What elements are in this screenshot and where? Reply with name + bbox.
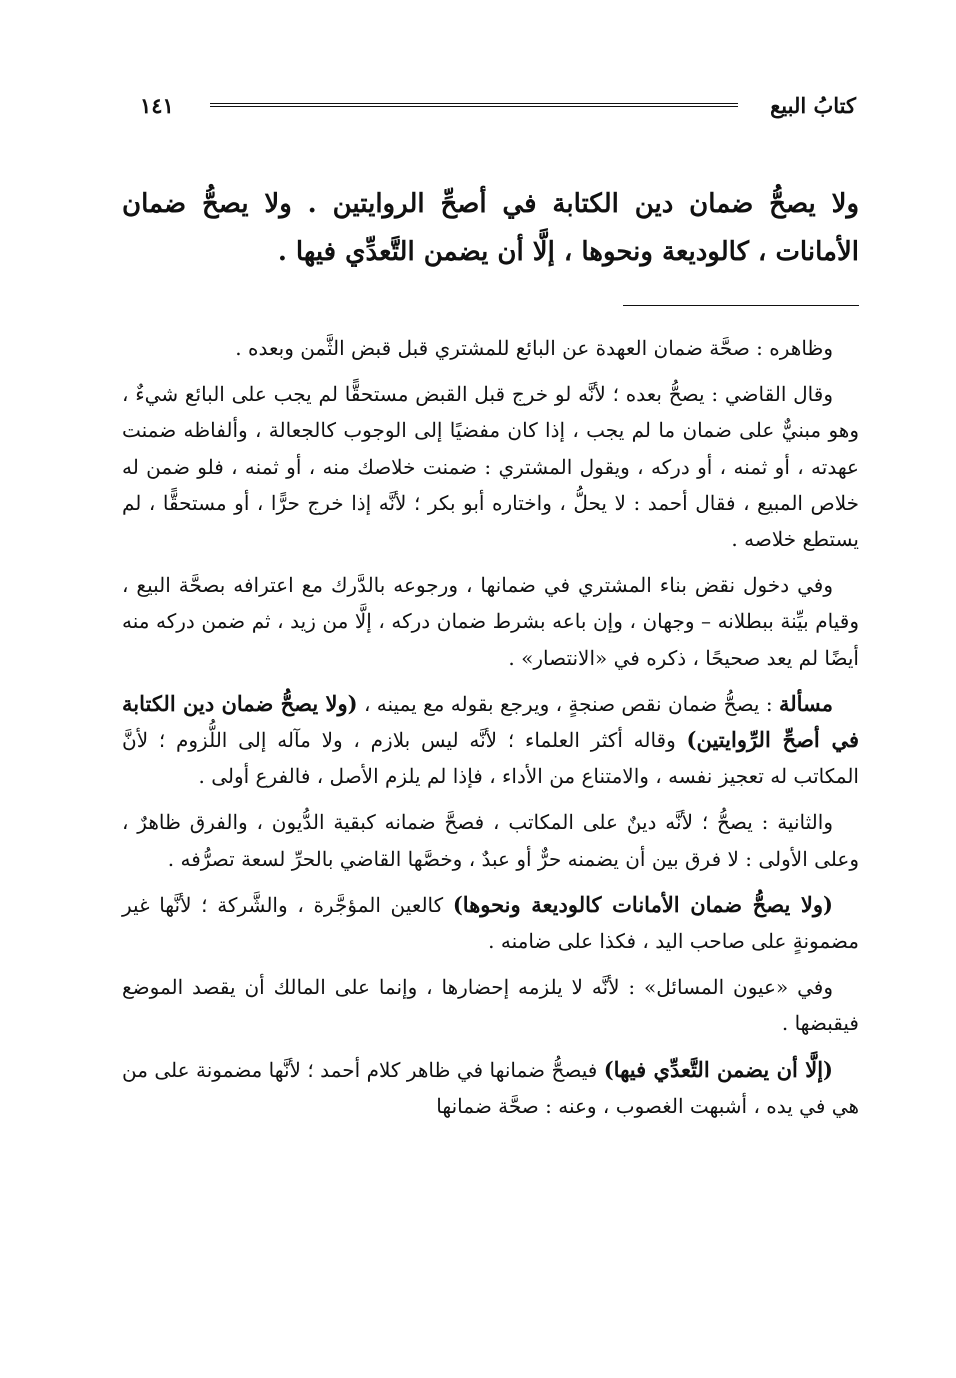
commentary-paragraph [122, 567, 859, 676]
running-header [140, 88, 856, 122]
commentary-paragraph [122, 804, 859, 876]
paragraph-text: وفي «عيون المسائل» : لأنَّه لا يلزمه إحضارها ، وإنما على المالك أن يقصد الموضع فيقبضها . [122, 975, 859, 1036]
issue-heading: مسألة [778, 690, 833, 716]
commentary-paragraph [122, 330, 859, 366]
paragraph-text: وقاله أكثر العلماء ؛ لأنَّه ليس بلازم ، ولا مآله إلى اللُّزوم ؛ لأنَّ المكاتب له تعجيز نفسه ، والامتناع من الأداء ، فإذا لم يلزم الأصل ، فالفرع أولى . [122, 728, 859, 789]
commentary [122, 330, 859, 1134]
commentary-paragraph [122, 969, 859, 1041]
page-number: ١٤١ [140, 92, 174, 118]
header-rule [210, 103, 738, 107]
quoted-matn: (ولا يصحُّ ضمان دين الكتابة في أصحِّ الرِّوايتين) [122, 690, 859, 753]
paragraph-text: : يصحُّ ضمان نقص صنجةٍ ، ويرجع بقوله مع يمينه ، [357, 691, 779, 716]
commentary-paragraph [122, 887, 859, 959]
paragraph-text: والثانية : يصحُّ ؛ لأنَّه دينٌ على المكاتب ، فصحَّ ضمانه كبقية الدُّيون ، والفرق ظاهرٌ ، وعلى الأولى : لا فرق بين أن يضمنه حرٌّ أو عبدٌ ، وخصَّها القاضي بالحرِّ لسعة تصرُّفه . [122, 810, 859, 871]
paragraph-text: وظاهره : صحَّة ضمان العهدة عن البائع للمشتري قبل قبض الثَّمن وبعده . [235, 336, 833, 360]
paragraph-text: وفي دخول نقض بناء المشتري في ضمانها ، ورجوعه بالدَّرك مع اعترافه بصحَّة البيع ، وقيام بيِّنة ببطلانه – وجهان ، وإن باعه بشرط ضمان دركه ، إلَّا من زيد ، ثم ضمن دركه منه أيضًا لم يعد صحيحًا ، ذكره في «الانتصار» . [122, 573, 859, 670]
paragraph-text: كالعين المؤجَّرة ، والشَّركة ؛ لأنَّها غير مضمونةٍ على صاحب اليد ، فكذا على ضامنه . [122, 892, 859, 954]
commentary-paragraph [122, 1052, 859, 1124]
commentary-paragraph [122, 376, 859, 557]
paragraph-text: وقال القاضي : يصحُّ بعده ؛ لأنَّه لو خرج قبل القبض مستحقًّا لم يجب على البائع شيءٌ ، وهو مبنيٌّ على ضمان ما لم يجب ، إذا كان مفضيًا إلى الوجوب كالجعالة ، وألفاظه ضمنت عهدته ، أو ثمنه ، أو دركه ، ويقول المشتري : ضمنت خلاصك منه ، أو ثمنه ، فلو ضمن له خلاص المبيع ، فقال أحمد : لا يحلُّ ، واختاره أبو بكر ؛ لأنَّه إذا خرج حرًّا ، أو مستحقًّا ، لم يستطع خلاصه . [122, 382, 859, 552]
paragraph-text: فيصحُّ ضمانها في ظاهر كلام أحمد ؛ لأنَّها مضمونة على من هي في يده ، أشبهت الغصوب ، وعنه : صحَّة ضمانها [122, 1057, 859, 1118]
quoted-matn: (إلَّا أن يضمن التَّعدِّي فيها) [603, 1056, 833, 1082]
main-text: ولا يصحُّ ضمان دين الكتابة في أصحِّ الروايتين . ولا يصحُّ ضمان الأمانات ، كالوديعة ونحوها ، إلَّا أن يضمن التَّعدِّي فيها . [122, 189, 859, 267]
footnote-separator [623, 305, 859, 306]
quoted-matn: (ولا يصحُّ ضمان الأمانات كالوديعة ونحوها) [452, 891, 833, 917]
commentary-paragraph [122, 686, 859, 795]
book-title: كتابُ البيع [770, 92, 856, 118]
